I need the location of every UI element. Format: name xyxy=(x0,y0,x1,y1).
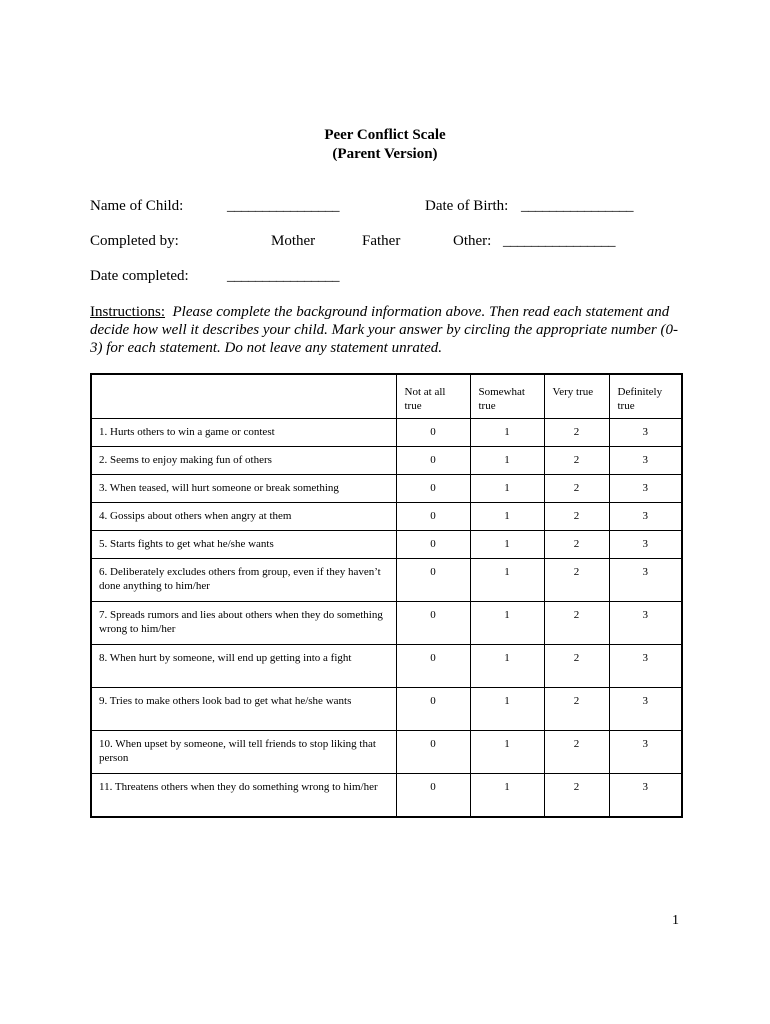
instructions-text: Please complete the background information above. Then read each statement and decide how well it describes your child. Mark your answer by circling the appropriate number (0-3) for each statement. Do not leave any statement unrated. xyxy=(90,304,678,356)
rating-option[interactable]: 0 xyxy=(396,447,470,475)
statement-text: 4. Gossips about others when angry at them xyxy=(91,503,396,531)
rating-option[interactable]: 3 xyxy=(609,774,682,818)
rating-option[interactable]: 2 xyxy=(544,559,609,602)
statement-text: 5. Starts fights to get what he/she wants xyxy=(91,531,396,559)
name-of-child-blank[interactable]: ________________ xyxy=(227,198,339,214)
rating-option[interactable]: 0 xyxy=(396,503,470,531)
rating-option[interactable]: 0 xyxy=(396,602,470,645)
rating-option[interactable]: 1 xyxy=(470,531,544,559)
completed-by-label: Completed by: xyxy=(90,233,179,249)
date-of-birth-blank[interactable]: ________________ xyxy=(521,198,633,214)
rating-option[interactable]: 0 xyxy=(396,475,470,503)
rating-option[interactable]: 3 xyxy=(609,731,682,774)
table-row xyxy=(91,447,682,475)
rating-option[interactable]: 1 xyxy=(470,475,544,503)
table-row xyxy=(91,774,682,818)
table-row xyxy=(91,503,682,531)
table-row xyxy=(91,602,682,645)
statement-text: 2. Seems to enjoy making fun of others xyxy=(91,447,396,475)
statement-text: 9. Tries to make others look bad to get what he/she wants xyxy=(91,688,396,731)
rating-option[interactable]: 0 xyxy=(396,559,470,602)
rating-option[interactable]: 3 xyxy=(609,602,682,645)
table-row xyxy=(91,475,682,503)
rating-option[interactable]: 1 xyxy=(470,645,544,688)
rating-option[interactable]: 3 xyxy=(609,503,682,531)
statement-text: 6. Deliberately excludes others from group, even if they haven’t done anything to him/her xyxy=(91,559,396,602)
statement-header xyxy=(91,374,396,419)
rating-option[interactable]: 1 xyxy=(470,774,544,818)
rating-option[interactable]: 3 xyxy=(609,475,682,503)
rating-option[interactable]: 3 xyxy=(609,531,682,559)
document-subtitle: (Parent Version) xyxy=(332,146,438,162)
header-very-true: Very true xyxy=(544,374,609,419)
statement-text: 8. When hurt by someone, will end up getting into a fight xyxy=(91,645,396,688)
rating-option[interactable]: 1 xyxy=(470,419,544,447)
rating-option[interactable]: 0 xyxy=(396,774,470,818)
table-row xyxy=(91,559,682,602)
table-row xyxy=(91,688,682,731)
statement-text: 7. Spreads rumors and lies about others when they do something wrong to him/her xyxy=(91,602,396,645)
table-row xyxy=(91,731,682,774)
statement-text: 1. Hurts others to win a game or contest xyxy=(91,419,396,447)
statement-text: 3. When teased, will hurt someone or break something xyxy=(91,475,396,503)
table-header-row xyxy=(91,374,682,419)
table-row xyxy=(91,645,682,688)
rating-option[interactable]: 0 xyxy=(396,419,470,447)
header-somewhat-true: Somewhat true xyxy=(470,374,544,419)
rating-option[interactable]: 3 xyxy=(609,645,682,688)
rating-option[interactable]: 2 xyxy=(544,419,609,447)
rating-option[interactable]: 0 xyxy=(396,688,470,731)
document-title: Peer Conflict Scale xyxy=(324,127,446,143)
rating-option[interactable]: 0 xyxy=(396,731,470,774)
rating-option[interactable]: 1 xyxy=(470,503,544,531)
other-blank[interactable]: ________________ xyxy=(503,233,615,249)
rating-option[interactable]: 1 xyxy=(470,731,544,774)
mother-option[interactable]: Mother xyxy=(271,233,316,249)
rating-option[interactable]: 2 xyxy=(544,688,609,731)
rating-option[interactable]: 3 xyxy=(609,419,682,447)
page-number: 1 xyxy=(672,913,679,928)
instructions-label: Instructions: xyxy=(90,304,165,320)
rating-option[interactable]: 0 xyxy=(396,531,470,559)
instructions xyxy=(90,303,690,357)
rating-option[interactable]: 2 xyxy=(544,531,609,559)
date-completed-label: Date completed: xyxy=(90,268,189,284)
rating-option[interactable]: 2 xyxy=(544,774,609,818)
rating-option[interactable]: 2 xyxy=(544,447,609,475)
name-of-child-label: Name of Child: xyxy=(90,198,184,214)
rating-option[interactable]: 1 xyxy=(470,447,544,475)
father-option[interactable]: Father xyxy=(362,233,401,249)
rating-table xyxy=(90,373,683,818)
rating-option[interactable]: 2 xyxy=(544,645,609,688)
statement-text: 11. Threatens others when they do something wrong to him/her xyxy=(91,774,396,818)
header-definitely-true: Definitely true xyxy=(609,374,682,419)
date-completed-blank[interactable]: ________________ xyxy=(227,268,339,284)
other-label: Other: xyxy=(453,233,492,249)
table-row xyxy=(91,531,682,559)
rating-option[interactable]: 3 xyxy=(609,559,682,602)
rating-option[interactable]: 2 xyxy=(544,503,609,531)
table-row xyxy=(91,419,682,447)
statement-text: 10. When upset by someone, will tell friends to stop liking that person xyxy=(91,731,396,774)
rating-option[interactable]: 2 xyxy=(544,731,609,774)
rating-option[interactable]: 3 xyxy=(609,447,682,475)
rating-option[interactable]: 1 xyxy=(470,559,544,602)
rating-option[interactable]: 1 xyxy=(470,688,544,731)
rating-option[interactable]: 3 xyxy=(609,688,682,731)
header-not-at-all-true: Not at all true xyxy=(396,374,470,419)
rating-option[interactable]: 0 xyxy=(396,645,470,688)
rating-option[interactable]: 2 xyxy=(544,602,609,645)
date-of-birth-label: Date of Birth: xyxy=(425,198,509,214)
rating-option[interactable]: 1 xyxy=(470,602,544,645)
rating-option[interactable]: 2 xyxy=(544,475,609,503)
